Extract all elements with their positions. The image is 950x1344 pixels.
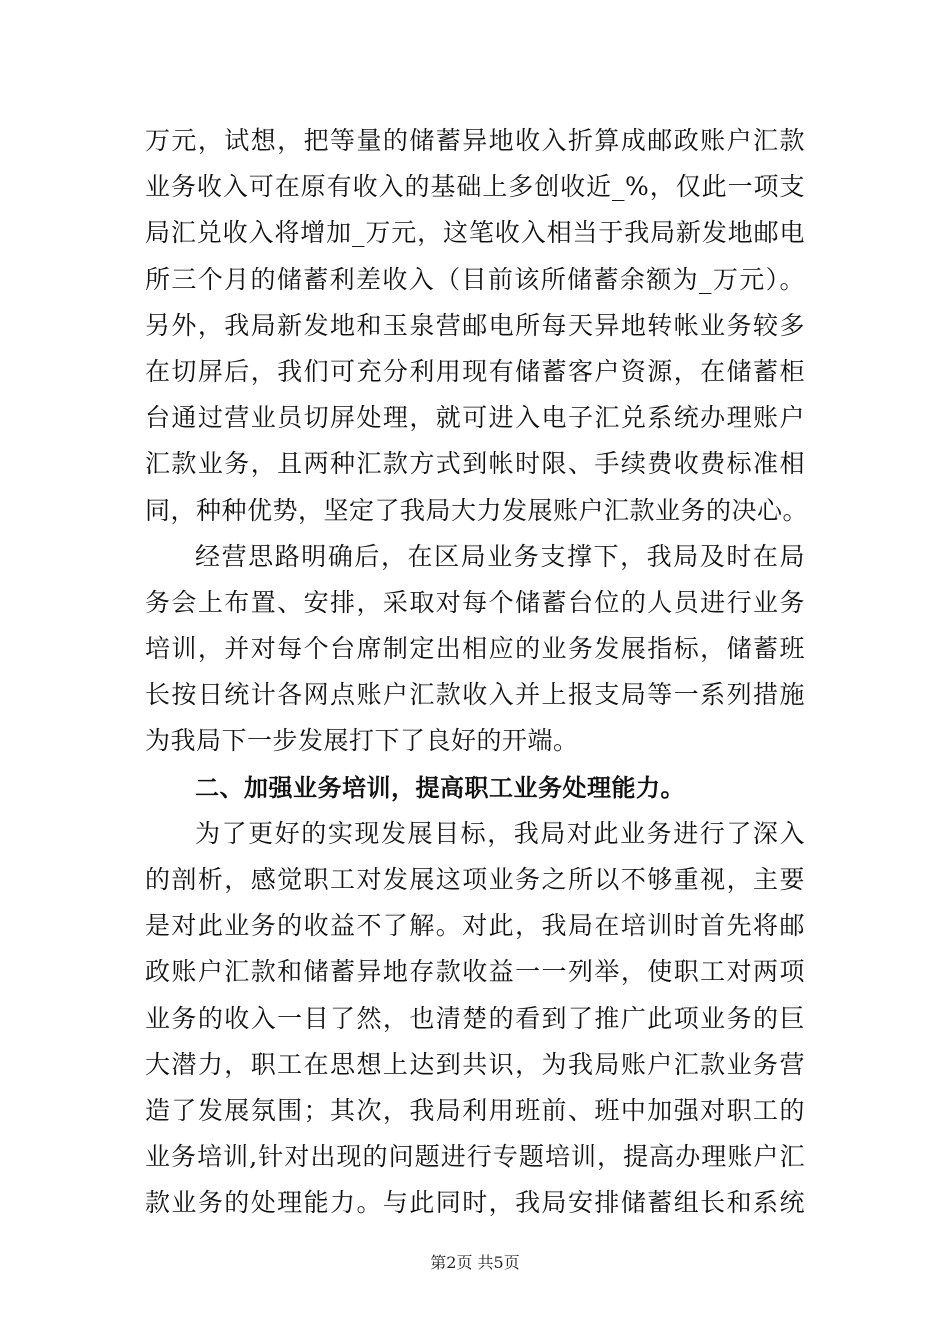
- text-line: 是对此业务的收益不了解。对此，我局在培训时首先将邮: [145, 911, 805, 941]
- text-line: 为我局下一步发展打下了良好的开端。: [145, 726, 579, 756]
- text-line: 台通过营业员切屏处理，就可进入电子汇兑系统办理账户: [145, 403, 805, 433]
- page-number-footer: 第2页 共5页: [430, 1253, 520, 1272]
- text-line: 的剖析，感觉职工对发展这项业务之所以不够重视，主要: [145, 865, 805, 894]
- text-line: 务会上布置、安排，采取对每个储蓄台位的人员进行业务: [145, 587, 805, 617]
- text-line: 政账户汇款和储蓄异地存款收益一一列举，使职工对两项: [145, 957, 805, 987]
- text-line: 在切屏后，我们可充分利用现有储蓄客户资源，在储蓄柜: [145, 356, 805, 386]
- text-line: 款业务的处理能力。与此同时，我局安排储蓄组长和系统: [145, 1188, 805, 1218]
- text-line: 局汇兑收入将增加_万元，这笔收入相当于我局新发地邮电: [145, 218, 805, 248]
- text-line: 业务收入可在原有收入的基础上多创收近_%，仅此一项支: [145, 172, 805, 202]
- text-line: 业务培训,针对出现的问题进行专题培训，提高办理账户汇: [145, 1142, 805, 1172]
- paragraph-start-line: 为了更好的实现发展目标，我局对此业务进行了深入: [195, 818, 805, 848]
- text-line: 造了发展氛围；其次，我局利用班前、班中加强对职工的: [145, 1095, 805, 1125]
- text-line: 长按日统计各网点账户汇款收入并上报支局等一系列措施: [145, 680, 805, 710]
- text-line: 业务的收入一目了然，也清楚的看到了推广此项业务的巨: [145, 1003, 805, 1033]
- section-heading: 二、加强业务培训，提高职工业务处理能力。: [195, 773, 685, 802]
- text-line: 汇款业务，且两种汇款方式到帐时限、手续费收费标准相: [145, 449, 805, 479]
- text-line: 另外，我局新发地和玉泉营邮电所每天异地转帐业务较多: [145, 310, 805, 340]
- text-line: 培训，并对每个台席制定出相应的业务发展指标，储蓄班: [145, 634, 805, 664]
- text-line: 大潜力，职工在思想上达到共识，为我局账户汇款业务营: [145, 1049, 805, 1079]
- text-line: 万元，试想，把等量的储蓄异地收入折算成邮政账户汇款: [145, 126, 805, 155]
- text-line: 同，种种优势，坚定了我局大力发展账户汇款业务的决心。: [145, 495, 809, 525]
- paragraph-start-line: 经营思路明确后，在区局业务支撑下，我局及时在局: [195, 541, 805, 571]
- text-line: 所三个月的储蓄利差收入（目前该所储蓄余额为_万元）。: [145, 264, 805, 294]
- document-body: [145, 118, 809, 1227]
